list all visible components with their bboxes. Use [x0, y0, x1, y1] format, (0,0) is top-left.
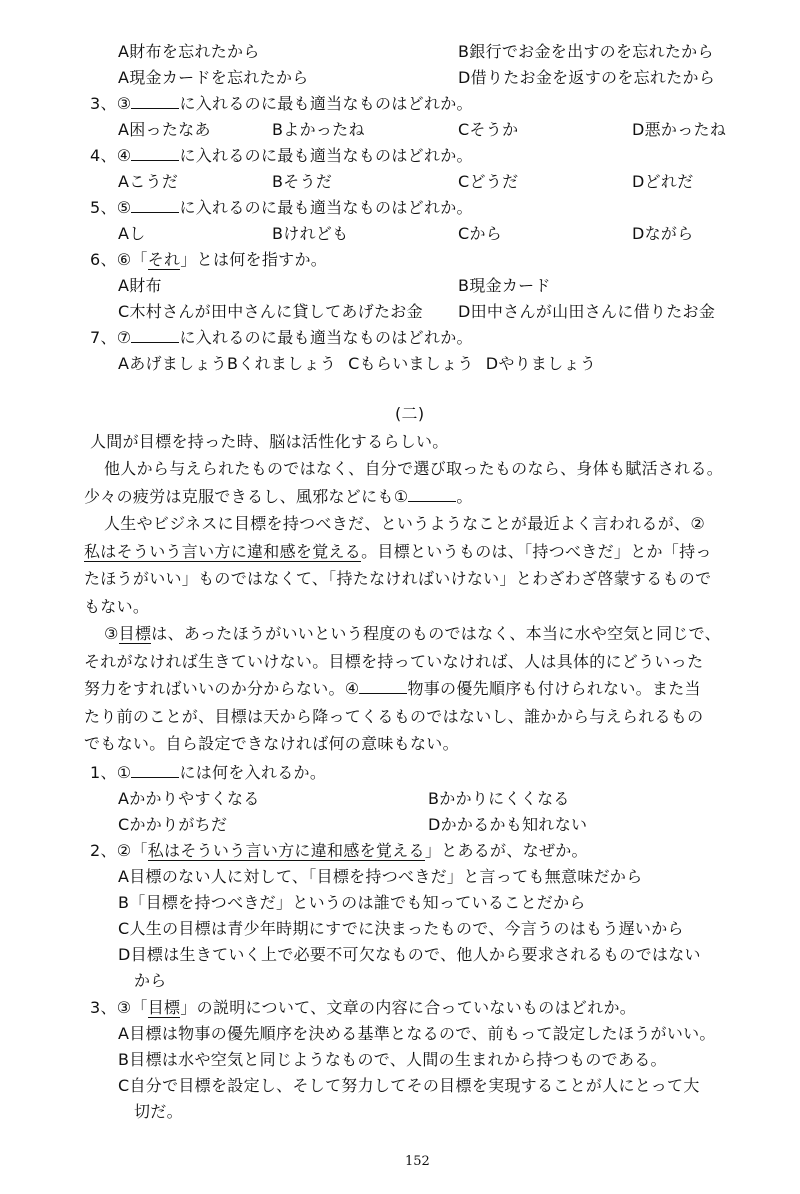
passage-line: 私はそういう言い方に違和感を覚える。目標というものは、「持つべきだ」とか「持っ — [84, 542, 712, 561]
option: D目標は生きていく上で必要不可欠なもので、他人から要求されるものではない — [118, 945, 701, 964]
option: A目標は物事の優先順序を決める基準となるので、前もって設定したほうがいい。 — [118, 1024, 716, 1043]
s2-question-2 — [90, 839, 588, 863]
option: Dどれだ — [632, 172, 694, 191]
passage-line: 人間が目標を持った時、脳は活性化するらしい。 — [90, 432, 449, 451]
s2-question-3 — [90, 996, 636, 1020]
passage-line: 少々の疲労は克服できるし、風邪などにも① 。 — [84, 487, 473, 506]
option: C木村さんが田中さんに貸してあげたお金 — [118, 302, 423, 321]
option: D悪かったね — [632, 120, 727, 139]
option: A困ったなあ — [118, 120, 211, 139]
option: Dかかるかも知れない — [428, 815, 588, 834]
option-d: D借りたお金を返すのを忘れたから — [458, 68, 716, 87]
question-stem: 」の説明について、文章の内容に合っていないものはどれか。 — [180, 998, 637, 1017]
question-number: 3、③ — [90, 94, 132, 113]
option: Dやりましょう — [485, 354, 597, 373]
passage-line: ③目標は、あったほうがいいという程度のものではなく、本当に水や空気と同じで、 — [104, 624, 721, 643]
quoted-term: 私はそういう言い方に違和感を覚える — [147, 841, 425, 860]
option-row — [118, 352, 596, 376]
option: D田中さんが山田さんに借りたお金 — [458, 302, 716, 321]
question-number: 3、③「 — [90, 998, 148, 1017]
option: Cかかりがちだ — [118, 815, 228, 834]
passage-line: それがなければ生きていけない。目標を持っていなければ、人は具体的にどういった — [84, 652, 704, 671]
question-number: 7、⑦ — [90, 328, 132, 347]
s2-question-1 — [90, 761, 326, 785]
option: C自分で目標を設定し、そして努力してその目標を実現することが人にとって大 — [118, 1076, 700, 1095]
option-continuation: 切だ。 — [134, 1102, 183, 1121]
question-stem: 」とは何を指すか。 — [180, 250, 328, 269]
page-number: 152 — [405, 1154, 430, 1169]
quoted-term: それ — [147, 250, 181, 269]
passage-line: 努力をすればいいのか分からない。④ 物事の優先順序も付けられない。また当 — [84, 679, 701, 698]
option: A財布 — [118, 276, 162, 295]
question-stem: に入れるのに最も適当なものはどれか。 — [179, 198, 473, 217]
question-number: 1、① — [90, 763, 132, 782]
option-b: B銀行でお金を出すのを忘れたから — [458, 42, 714, 61]
underlined-phrase: 目標 — [118, 624, 152, 643]
underlined-phrase: 私はそういう言い方に違和感を覚える — [84, 542, 362, 561]
passage-line: たり前のことが、目標は天から降ってくるものではないし、誰かから与えられるもの — [84, 707, 704, 726]
question-6 — [90, 248, 327, 272]
option: Bそうだ — [272, 172, 333, 191]
answer-blank — [131, 763, 179, 778]
question-3 — [90, 92, 473, 116]
passage-line: でもない。自ら設定できなければ何の意味もない。 — [84, 734, 459, 753]
section-heading: (二) — [395, 404, 425, 423]
option: B「目標を持つべきだ」というのは誰でも知っていることだから — [118, 893, 586, 912]
question-stem: 」とあるが、なぜか。 — [424, 841, 588, 860]
question-7 — [90, 326, 473, 350]
question-number: 5、⑤ — [90, 198, 132, 217]
option: Bよかったね — [272, 120, 365, 139]
option: Aこうだ — [118, 172, 179, 191]
option: Bくれましょう — [227, 354, 337, 373]
option-c: A現金カードを忘れたから — [118, 68, 309, 87]
option-continuation: から — [134, 971, 167, 990]
option-a: A財布を忘れたから — [118, 42, 260, 61]
answer-blank — [131, 146, 179, 161]
question-5 — [90, 196, 473, 220]
option: B目標は水や空気と同じようなもので、人間の生まれから持つものである。 — [118, 1050, 667, 1069]
answer-blank — [131, 198, 179, 213]
option: Cそうか — [458, 120, 519, 139]
answer-blank — [359, 679, 407, 694]
option: A目標のない人に対して、「目標を持つべきだ」と言っても無意味だから — [118, 867, 643, 886]
option: Bかかりにくくなる — [428, 789, 570, 808]
option: Cどうだ — [458, 172, 519, 191]
option: Bけれども — [272, 224, 349, 243]
option: C人生の目標は青少年時期にすでに決まったもので、今言うのはもう遅いから — [118, 919, 684, 938]
question-4 — [90, 144, 473, 168]
question-number: 4、④ — [90, 146, 132, 165]
question-stem: に入れるのに最も適当なものはどれか。 — [179, 328, 473, 347]
option: Cもらいましょう — [348, 354, 474, 373]
answer-blank — [131, 94, 179, 109]
option: B現金カード — [458, 276, 551, 295]
answer-blank — [408, 487, 456, 502]
passage-line: 人生やビジネスに目標を持つべきだ、というようなことが最近よく言われるが、② — [104, 514, 705, 533]
option: Dながら — [632, 224, 694, 243]
question-number: 6、⑥「 — [90, 250, 148, 269]
question-stem: に入れるのに最も適当なものはどれか。 — [179, 94, 473, 113]
option: Aし — [118, 224, 146, 243]
question-stem: には何を入れるか。 — [179, 763, 327, 782]
question-number: 2、②「 — [90, 841, 148, 860]
quoted-term: 目標 — [147, 998, 181, 1017]
option: Cから — [458, 224, 503, 243]
passage-line: 他人から与えられたものではなく、自分で選び取ったものなら、身体も賦活される。 — [104, 459, 724, 478]
question-stem: に入れるのに最も適当なものはどれか。 — [179, 146, 473, 165]
passage-line: もない。 — [84, 597, 150, 616]
option: Aあげましょう — [118, 354, 228, 373]
passage-line: たほうがいい」ものではなくて、「持たなければいけない」とわざわざ啓蒙するもので — [84, 569, 712, 588]
option: Aかかりやすくなる — [118, 789, 260, 808]
answer-blank — [131, 328, 179, 343]
